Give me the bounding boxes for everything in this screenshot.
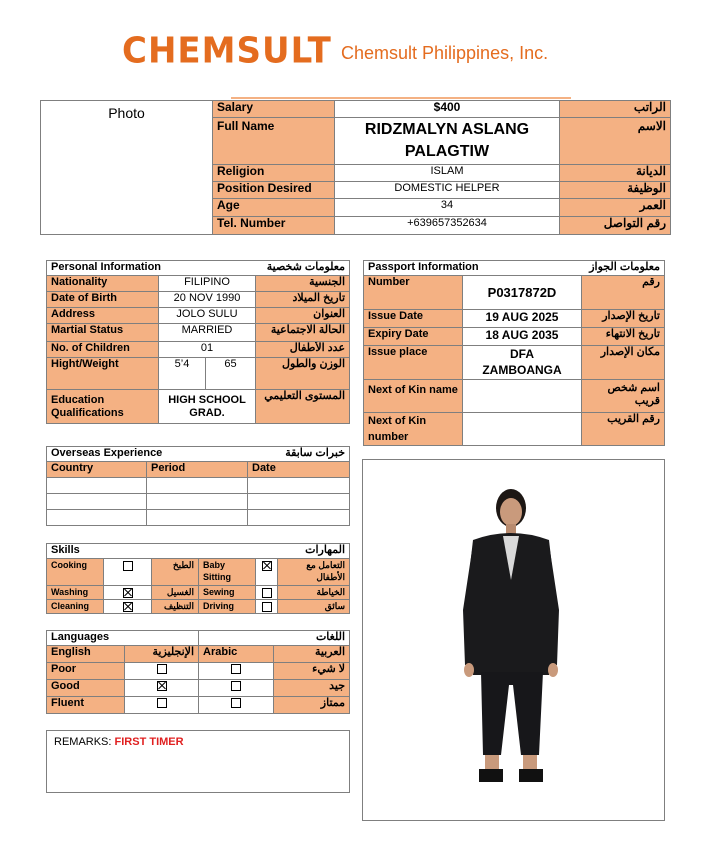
poor-arabic-checkbox[interactable]: [231, 664, 241, 674]
fluent-english-checkbox[interactable]: [157, 698, 167, 708]
issue-place-value: DFA ZAMBOANGA: [463, 346, 582, 380]
dob-label: Date of Birth: [47, 292, 159, 308]
issue-place-arabic: مكان الإصدار: [582, 346, 665, 380]
skill-cleaning-label: Cleaning: [47, 600, 104, 614]
passport-info-table: [363, 260, 665, 446]
nationality-value: FILIPINO: [159, 276, 256, 292]
expiry-date-label: Expiry Date: [364, 328, 463, 346]
header-divider: [231, 97, 571, 99]
poor-english-checkbox[interactable]: [157, 664, 167, 674]
passport-info-title: Passport Information: [364, 261, 582, 276]
level-fluent-arabic: ممتاز: [274, 697, 350, 714]
weight-value: 65: [206, 358, 256, 390]
dob-value: 20 NOV 1990: [159, 292, 256, 308]
passport-info-title-ar: معلومات الجواز: [582, 261, 665, 276]
skill-cooking-label: Cooking: [47, 559, 104, 586]
skill-cleaning-checkbox[interactable]: [123, 602, 133, 612]
marital-value: MARRIED: [159, 324, 256, 342]
full-name-value: RIDZMALYN ASLANG PALAGTIW: [335, 118, 560, 165]
height-value: 5’4: [159, 358, 206, 390]
children-label: No. of Children: [47, 342, 159, 358]
nationality-arabic: الجنسية: [256, 276, 350, 292]
level-good-label: Good: [47, 680, 125, 697]
overseas-col-period: Period: [147, 462, 248, 478]
kin-name-value: [463, 380, 582, 413]
languages-title: Languages: [47, 631, 199, 646]
overseas-col-date: Date: [248, 462, 350, 478]
age-arabic: العمر: [560, 199, 671, 217]
position-label: Position Desired: [213, 182, 335, 199]
issue-date-label: Issue Date: [364, 310, 463, 328]
logo-text: CHEMSULT: [122, 30, 332, 72]
address-label: Address: [47, 308, 159, 324]
position-arabic: الوظيفة: [560, 182, 671, 199]
expiry-date-arabic: تاريخ الانتهاء: [582, 328, 665, 346]
skill-sewing-checkbox[interactable]: [262, 588, 272, 598]
issue-date-arabic: تاريخ الإصدار: [582, 310, 665, 328]
remarks-label: REMARKS:: [54, 736, 112, 748]
english-label: English: [47, 646, 125, 663]
arabic-label: Arabic: [199, 646, 274, 663]
arabic-arabic: العربية: [274, 646, 350, 663]
overseas-title-ar: خبرات سابقة: [248, 447, 350, 462]
marital-arabic: الحالة الاجتماعية: [256, 324, 350, 342]
overseas-row: [47, 494, 350, 510]
skills-title: Skills: [47, 544, 199, 559]
kin-name-arabic: اسم شخص قريب: [582, 380, 665, 413]
address-value: JOLO SULU: [159, 308, 256, 324]
issue-date-value: 19 AUG 2025: [463, 310, 582, 328]
expiry-date-value: 18 AUG 2035: [463, 328, 582, 346]
skill-babysitting-label: Baby Sitting: [199, 559, 256, 586]
tel-label: Tel. Number: [213, 217, 335, 235]
overseas-row: [47, 478, 350, 494]
dob-arabic: تاريخ الميلاد: [256, 292, 350, 308]
overseas-row: [47, 510, 350, 526]
level-poor-arabic: لا شيء: [274, 663, 350, 680]
tel-value: +639657352634: [335, 217, 560, 235]
kin-number-label: Next of Kin number: [364, 413, 463, 446]
kin-number-arabic: رقم القريب: [582, 413, 665, 446]
passport-number-arabic: رقم: [582, 276, 665, 310]
skill-babysitting-checkbox[interactable]: [262, 561, 272, 571]
photo-placeholder: [41, 101, 213, 235]
level-poor-label: Poor: [47, 663, 125, 680]
skill-driving-label: Driving: [199, 600, 256, 614]
languages-table: [46, 630, 350, 714]
height-weight-label: Hight/Weight: [47, 358, 159, 390]
company-logo: [122, 30, 332, 74]
skill-driving-arabic: سائق: [278, 600, 350, 614]
remarks-value: FIRST TIMER: [114, 736, 184, 748]
religion-arabic: الديانة: [560, 165, 671, 182]
overseas-title: Overseas Experience: [47, 447, 248, 462]
candidate-photo: [363, 460, 664, 820]
english-arabic: الإنجليزية: [125, 646, 199, 663]
full-name-arabic: الاسم: [560, 118, 671, 165]
languages-title-ar: اللغات: [199, 631, 350, 646]
tel-arabic: رقم التواصل: [560, 217, 671, 235]
skill-washing-arabic: الغسيل: [152, 586, 199, 600]
full-body-photo: [362, 459, 665, 821]
good-arabic-checkbox[interactable]: [231, 681, 241, 691]
level-fluent-label: Fluent: [47, 697, 125, 714]
personal-info-table: [46, 260, 350, 424]
skill-cleaning-arabic: التنظيف: [152, 600, 199, 614]
skills-title-ar: المهارات: [199, 544, 350, 559]
religion-label: Religion: [213, 165, 335, 182]
skill-driving-checkbox[interactable]: [262, 602, 272, 612]
age-label: Age: [213, 199, 335, 217]
education-label: Education Qualifications: [47, 390, 159, 424]
skill-sewing-arabic: الخياطة: [278, 586, 350, 600]
skills-table: [46, 543, 350, 614]
religion-value: ISLAM: [335, 165, 560, 182]
issue-place-label: Issue place: [364, 346, 463, 380]
fluent-arabic-checkbox[interactable]: [231, 698, 241, 708]
nationality-label: Nationality: [47, 276, 159, 292]
summary-table: [40, 100, 671, 235]
overseas-experience-table: [46, 446, 350, 526]
kin-name-label: Next of Kin name: [364, 380, 463, 413]
full-name-label: Full Name: [213, 118, 335, 165]
skill-sewing-label: Sewing: [199, 586, 256, 600]
children-value: 01: [159, 342, 256, 358]
position-value: DOMESTIC HELPER: [335, 182, 560, 199]
overseas-col-country: Country: [47, 462, 147, 478]
salary-label: Salary: [213, 101, 335, 118]
personal-info-title: Personal Information: [47, 261, 206, 276]
salary-value: $400: [335, 101, 560, 118]
remarks-box: [46, 730, 350, 793]
salary-arabic: الراتب: [560, 101, 671, 118]
skill-babysitting-arabic: التعامل مع الأطفال: [278, 559, 350, 586]
kin-number-value: [463, 413, 582, 446]
personal-info-title-ar: معلومات شخصية: [206, 261, 350, 276]
skill-cooking-checkbox[interactable]: [123, 561, 133, 571]
children-arabic: عدد الأطفال: [256, 342, 350, 358]
good-english-checkbox[interactable]: [157, 681, 167, 691]
level-good-arabic: جيد: [274, 680, 350, 697]
passport-number-value: P0317872D: [463, 276, 582, 310]
address-arabic: العنوان: [256, 308, 350, 324]
company-name: Chemsult Philippines, Inc.: [341, 43, 549, 63]
height-weight-arabic: الوزن والطول: [256, 358, 350, 390]
skill-washing-checkbox[interactable]: [123, 588, 133, 598]
skill-washing-label: Washing: [47, 586, 104, 600]
marital-label: Martial Status: [47, 324, 159, 342]
education-value: HIGH SCHOOL GRAD.: [159, 390, 256, 424]
age-value: 34: [335, 199, 560, 217]
skill-cooking-arabic: الطبخ: [152, 559, 199, 586]
passport-number-label: Number: [364, 276, 463, 310]
education-arabic: المستوى التعليمي: [256, 390, 350, 424]
photo-label: Photo: [108, 105, 145, 121]
